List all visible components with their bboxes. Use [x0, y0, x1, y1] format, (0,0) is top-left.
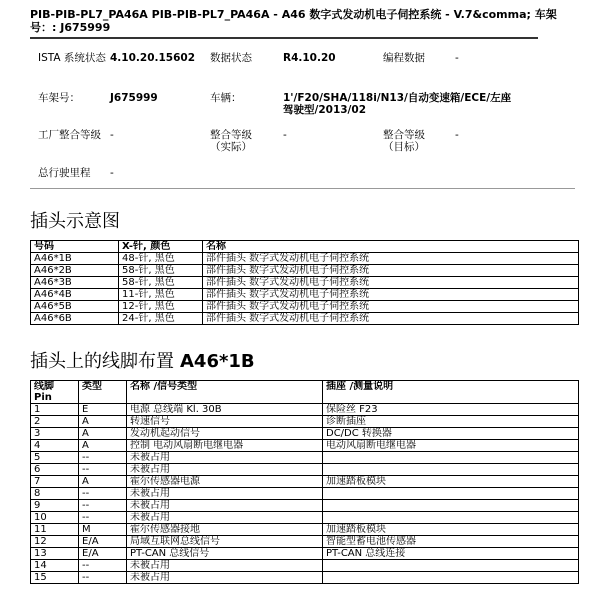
connector-row [31, 265, 579, 277]
pin-row [31, 440, 579, 452]
column-header: 插座 /测量说明 [323, 381, 579, 404]
table-cell: 24-针, 黑色 [119, 313, 203, 325]
pin-section-connector-code: A46*1B [180, 351, 255, 372]
table-cell: 5 [31, 452, 79, 464]
table-cell [323, 452, 579, 464]
table-cell: 发动机起动信号 [127, 428, 323, 440]
table-cell: A [79, 416, 127, 428]
table-cell: 15 [31, 572, 79, 584]
connector-row [31, 289, 579, 301]
table-cell: A46*2B [31, 265, 119, 277]
pin-row [31, 500, 579, 512]
table-cell: 6 [31, 464, 79, 476]
vin-value: J675999 [110, 92, 158, 104]
table-cell: 未被占用 [127, 488, 323, 500]
table-cell: 霍尔传感器接地 [127, 524, 323, 536]
table-cell: 诊断插座 [323, 416, 579, 428]
table-cell: 保险丝 F23 [323, 404, 579, 416]
table-cell: 部件插头 数字式发动机电子伺控系统 [203, 265, 579, 277]
connector-section-title: 插头示意图 [30, 211, 120, 232]
document-title-line1: PIB-PIB-PL7_PA46A PIB-PIB-PL7_PA46A - A46 数字式发动机电子伺控系统 - V.7&comma; 车架 [30, 8, 557, 21]
pin-row [31, 404, 579, 416]
pin-table [30, 380, 579, 584]
table-cell: 12 [31, 536, 79, 548]
pin-row [31, 560, 579, 572]
table-cell [323, 512, 579, 524]
table-cell: 11 [31, 524, 79, 536]
pin-row [31, 428, 579, 440]
pin-row [31, 524, 579, 536]
vin-label: 车架号： [38, 92, 80, 104]
table-cell: 电动风扇断电继电器 [323, 440, 579, 452]
table-cell: 8 [31, 488, 79, 500]
pin-table-header [31, 381, 579, 404]
table-cell: A [79, 428, 127, 440]
programming-data-label: 编程数据 [383, 52, 425, 64]
document-header [30, 8, 575, 34]
pin-row [31, 548, 579, 560]
connector-table-header [31, 241, 579, 253]
table-cell: 48-针, 黑色 [119, 253, 203, 265]
table-cell: 加速踏板模块 [323, 476, 579, 488]
data-status-label: 数据状态 [210, 52, 252, 64]
actual-level-label: 整合等级（实际） [210, 129, 252, 153]
table-cell: A46*1B [31, 253, 119, 265]
info-divider [30, 188, 575, 189]
target-level-label: 整合等级（目标） [383, 129, 425, 153]
table-cell: 部件插头 数字式发动机电子伺控系统 [203, 289, 579, 301]
target-level-value: - [455, 129, 459, 141]
column-header: 类型 [79, 381, 127, 404]
table-cell: PT-CAN 总线连接 [323, 548, 579, 560]
table-cell: 未被占用 [127, 500, 323, 512]
table-cell: DC/DC 转换器 [323, 428, 579, 440]
connector-row [31, 277, 579, 289]
column-header: X-针, 颜色 [119, 241, 203, 253]
table-cell: A46*3B [31, 277, 119, 289]
table-cell [323, 488, 579, 500]
table-cell: M [79, 524, 127, 536]
table-cell [323, 464, 579, 476]
column-header: 号码 [31, 241, 119, 253]
table-cell: -- [79, 560, 127, 572]
data-status-value: R4.10.20 [283, 52, 336, 64]
table-cell: 电源 总线端 Kl. 30B [127, 404, 323, 416]
table-cell: 控制 电动风扇断电继电器 [127, 440, 323, 452]
column-header: 名称 /信号类型 [127, 381, 323, 404]
table-cell: 9 [31, 500, 79, 512]
table-cell: 10 [31, 512, 79, 524]
table-cell: 3 [31, 428, 79, 440]
table-cell: -- [79, 464, 127, 476]
table-cell: 未被占用 [127, 464, 323, 476]
pin-row [31, 416, 579, 428]
table-cell: 部件插头 数字式发动机电子伺控系统 [203, 301, 579, 313]
table-cell: 2 [31, 416, 79, 428]
ista-status-value: 4.10.20.15602 [110, 52, 196, 64]
table-cell: 1 [31, 404, 79, 416]
table-cell: 智能型蓄电池传感器 [323, 536, 579, 548]
pin-row [31, 452, 579, 464]
table-cell: E/A [79, 536, 127, 548]
table-cell: A [79, 440, 127, 452]
factory-level-label: 工厂整合等级 [38, 129, 101, 141]
table-cell: E/A [79, 548, 127, 560]
document-title-line2: 号：: J675999 [30, 21, 111, 34]
table-cell [323, 500, 579, 512]
table-cell: 4 [31, 440, 79, 452]
pin-row [31, 488, 579, 500]
table-cell: PT-CAN 总线信号 [127, 548, 323, 560]
connector-row [31, 313, 579, 325]
table-cell: A [79, 476, 127, 488]
ista-status-label: ISTA 系统状态 [38, 52, 106, 64]
pin-row [31, 476, 579, 488]
actual-level-value: - [283, 129, 287, 141]
table-cell: 未被占用 [127, 572, 323, 584]
table-cell: 霍尔传感器电源 [127, 476, 323, 488]
connector-row [31, 301, 579, 313]
header-divider [30, 37, 538, 39]
table-cell: 加速踏板模块 [323, 524, 579, 536]
table-cell: 12-针, 黑色 [119, 301, 203, 313]
table-cell: 14 [31, 560, 79, 572]
table-cell: 部件插头 数字式发动机电子伺控系统 [203, 253, 579, 265]
table-cell: 未被占用 [127, 452, 323, 464]
pin-section-title-text: 插头上的线脚布置 [30, 351, 174, 372]
mileage-value: - [110, 167, 114, 179]
table-cell: 局域互联网总线信号 [127, 536, 323, 548]
mileage-label: 总行驶里程 [38, 167, 91, 179]
table-cell: 13 [31, 548, 79, 560]
table-cell: E [79, 404, 127, 416]
programming-data-value: - [455, 52, 459, 64]
table-cell: 58-针, 黑色 [119, 277, 203, 289]
table-cell: 部件插头 数字式发动机电子伺控系统 [203, 313, 579, 325]
table-cell [323, 572, 579, 584]
table-cell: 58-针, 黑色 [119, 265, 203, 277]
table-cell: -- [79, 572, 127, 584]
table-cell: A46*6B [31, 313, 119, 325]
table-cell: -- [79, 488, 127, 500]
table-cell: 7 [31, 476, 79, 488]
pin-section-title [30, 352, 255, 372]
table-cell: 未被占用 [127, 560, 323, 572]
pin-row [31, 512, 579, 524]
pin-row [31, 536, 579, 548]
table-cell: A46*4B [31, 289, 119, 301]
table-cell: 转速信号 [127, 416, 323, 428]
table-cell: -- [79, 500, 127, 512]
table-cell: 未被占用 [127, 512, 323, 524]
vehicle-label: 车辆： [210, 92, 242, 104]
connector-table [30, 240, 579, 325]
table-cell: -- [79, 512, 127, 524]
table-cell: 11-针, 黑色 [119, 289, 203, 301]
pin-row [31, 464, 579, 476]
column-header: 线脚 Pin [31, 381, 79, 404]
table-cell [323, 560, 579, 572]
pin-row [31, 572, 579, 584]
factory-level-value: - [110, 129, 114, 141]
table-cell: A46*5B [31, 301, 119, 313]
table-cell: -- [79, 452, 127, 464]
column-header: 名称 [203, 241, 579, 253]
vehicle-value: 1'/F20/SHA/118i/N13/自动变速箱/ECE/左座驾驶型/2013/02 [283, 92, 512, 116]
table-cell: 部件插头 数字式发动机电子伺控系统 [203, 277, 579, 289]
connector-row [31, 253, 579, 265]
